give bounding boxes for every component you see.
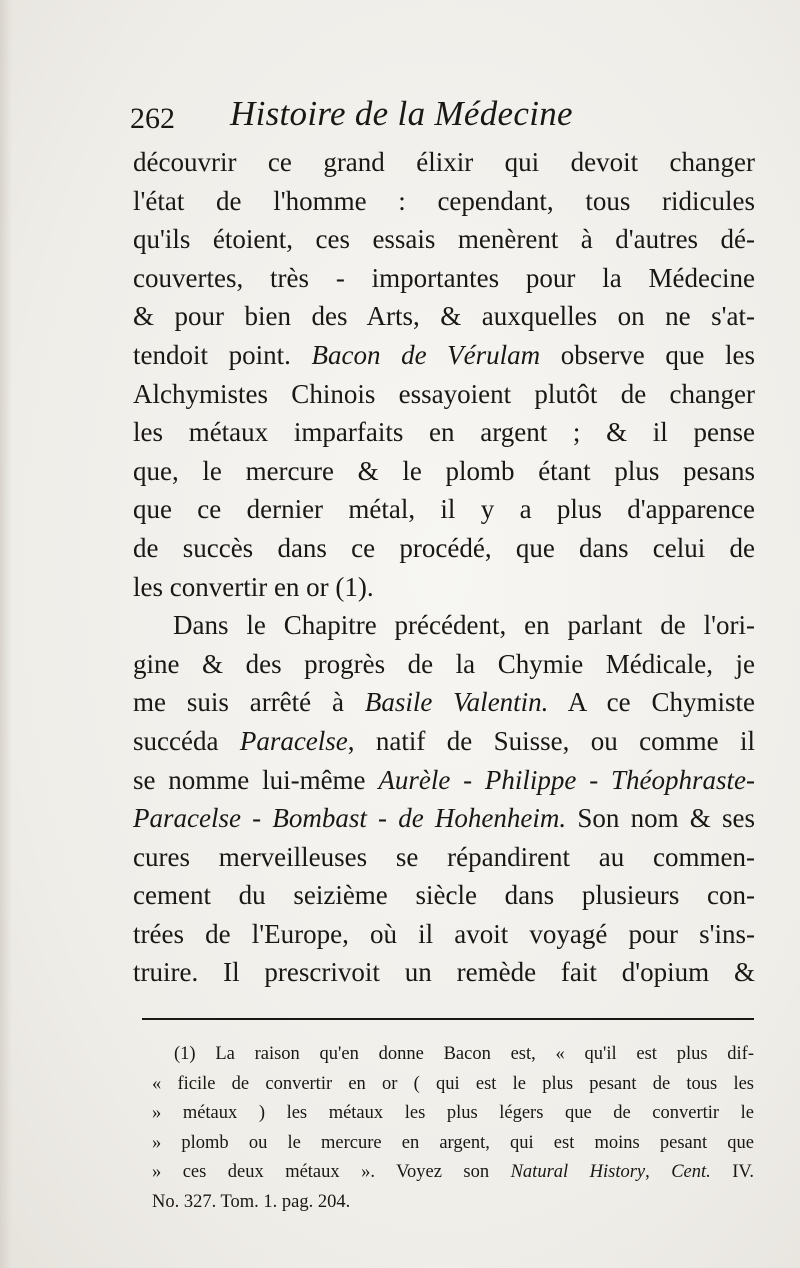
text-span: cures merveilleuses se répandirent au commen- (133, 841, 755, 872)
footnote-line (152, 1129, 754, 1159)
text-span: de succès dans ce procédé, que dans celui de (133, 532, 755, 563)
text-span: , (645, 1162, 672, 1183)
text-span: découvrir ce grand élixir qui devoit changer (133, 147, 755, 177)
footnote (152, 1040, 754, 1218)
italic-name: Aurèle - Philippe - Théophraste- (378, 764, 755, 795)
text-line (133, 452, 755, 491)
text-span: observe que les (540, 339, 755, 370)
footnote-line (152, 1099, 754, 1129)
text-span: » plomb ou le mercure en argent, qui est moins pesant que (152, 1132, 754, 1153)
text-line (133, 683, 755, 722)
text-line (133, 297, 755, 336)
text-span: Son nom & ses (566, 803, 755, 834)
text-span: se nomme lui-même (133, 764, 379, 795)
text-span: (1) La raison qu'en donne Bacon est, « qu'il est plus dif- (174, 1044, 754, 1064)
italic-name: Paracelse (239, 725, 348, 756)
text-line (133, 722, 755, 761)
page-header (130, 94, 690, 144)
text-line (133, 375, 755, 414)
text-span: IV. (710, 1162, 754, 1183)
text-line (133, 761, 755, 800)
text-span: cement du seizième siècle dans plusieurs con- (133, 880, 755, 911)
italic-title: Natural History (510, 1162, 646, 1183)
text-line (133, 259, 755, 298)
text-line (133, 143, 755, 182)
text-span: trées de l'Europe, où il avoit voyagé pour s'ins- (133, 918, 755, 949)
text-line (133, 182, 755, 221)
text-span: Alchymistes Chinois essayoient plutôt de changer (133, 378, 755, 409)
text-span: No. 327. Tom. 1. pag. 204. (152, 1191, 351, 1212)
page-edge-shadow (0, 0, 12, 1268)
text-span: que ce dernier métal, il y a plus d'apparence (133, 494, 755, 525)
text-span: que, le mercure & le plomb étant plus pesans (133, 455, 755, 486)
text-line (133, 645, 755, 684)
text-span: truire. Il prescrivoit un remède fait d'opium & (133, 957, 755, 988)
italic-name: Paracelse - Bombast - de Hohenheim. (133, 803, 567, 834)
italic-name: Bacon de Vérulam (311, 339, 541, 370)
running-title: Histoire de la Médecine (230, 94, 573, 133)
text-line (133, 876, 755, 915)
text-span: gine & des progrès de la Chymie Médicale, je (133, 648, 755, 679)
text-span: me suis arrêté à (133, 687, 365, 718)
italic-abbrev: Cent. (671, 1162, 711, 1183)
text-line (133, 529, 755, 568)
text-line (133, 220, 755, 259)
text-line (133, 915, 755, 954)
text-span: tendoit point. (133, 339, 312, 370)
text-span: » métaux ) les métaux les plus légers que de convertir le (152, 1103, 754, 1124)
text-span: l'état de l'homme : cependant, tous ridicules (133, 185, 755, 216)
footnote-line (152, 1188, 754, 1218)
text-line (133, 568, 755, 607)
italic-name: Basile Valentin. (364, 687, 549, 718)
text-line (133, 413, 755, 452)
footnote-line (152, 1158, 754, 1188)
text-line (133, 336, 755, 375)
text-span: Dans le Chapitre précédent, en parlant de l'ori- (173, 610, 755, 641)
footnote-rule (142, 1018, 754, 1020)
text-span: couvertes, très - importantes pour la Médecine (133, 262, 755, 293)
page-number: 262 (130, 102, 175, 135)
footnote-line (152, 1070, 754, 1100)
text-span: les métaux imparfaits en argent ; & il pense (133, 417, 755, 448)
text-span: qu'ils étoient, ces essais menèrent à d'autres dé- (133, 224, 755, 255)
footnote-line (152, 1040, 754, 1070)
text-line (133, 606, 755, 645)
text-line (133, 799, 755, 838)
text-span: » ces deux métaux ». Voyez son (152, 1162, 511, 1183)
body-text (133, 143, 755, 992)
text-span: les convertir en or (1). (133, 571, 374, 602)
text-line (133, 953, 755, 992)
text-span: , natif de Suisse, ou comme il (347, 725, 755, 756)
text-span: succéda (133, 725, 240, 756)
text-span: & pour bien des Arts, & auxquelles on ne s'at- (133, 301, 755, 332)
text-span: A ce Chymiste (548, 687, 755, 718)
text-line (133, 838, 755, 877)
text-span: « ficile de convertir en or ( qui est le plus pesant de tous les (152, 1073, 754, 1094)
text-line (133, 490, 755, 529)
